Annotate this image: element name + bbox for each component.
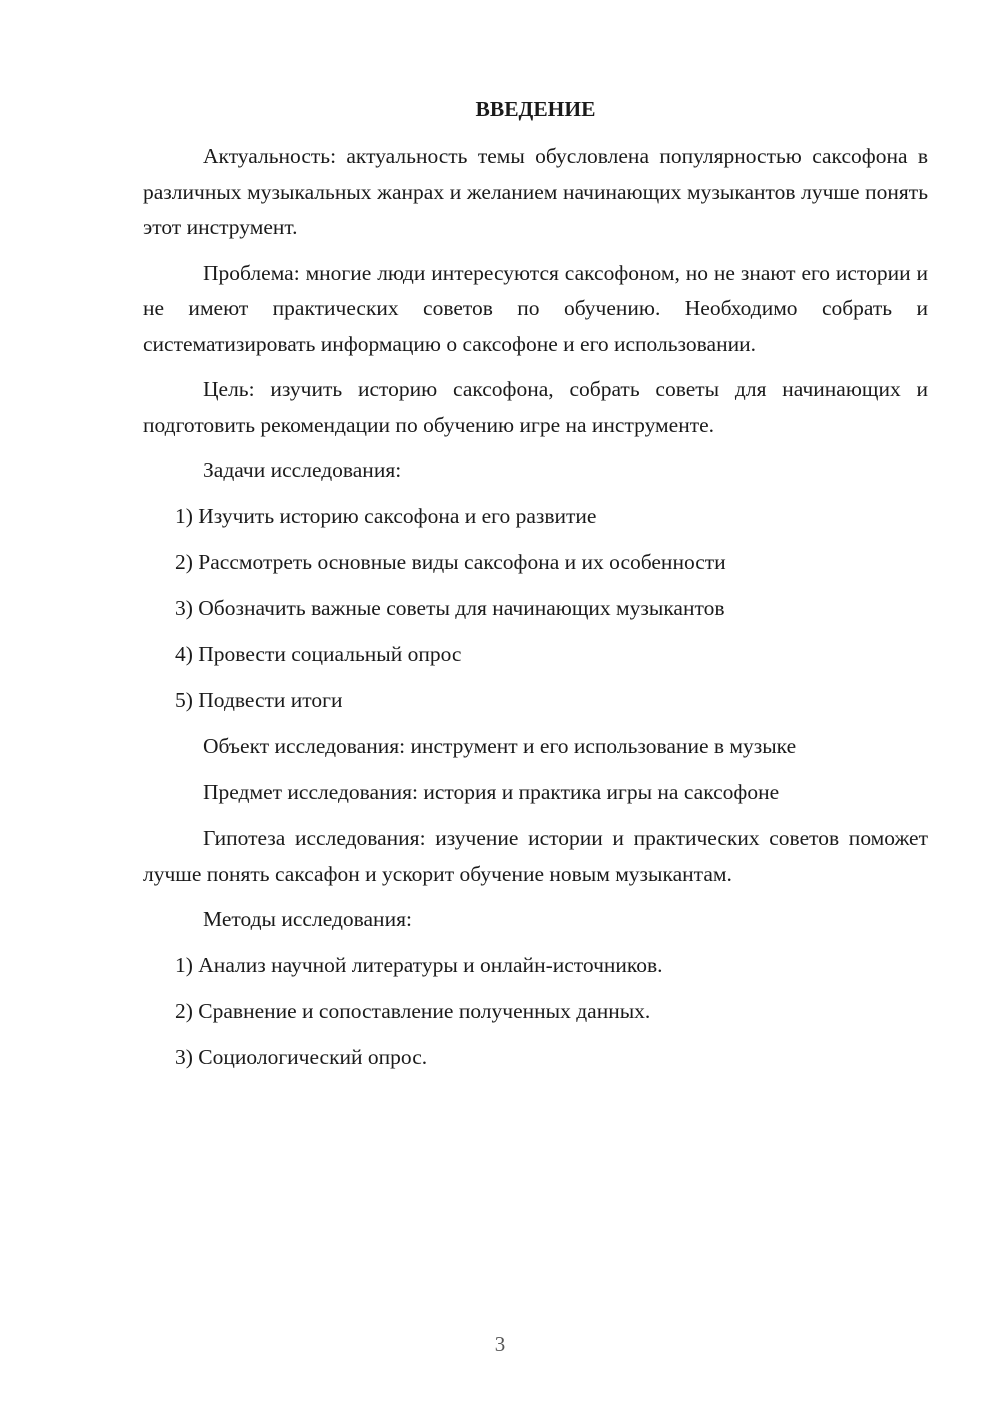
- relevance-paragraph: Актуальность: актуальность темы обусловлена популярностью саксофона в различных музыкальных жанрах и желанием начинающих музыкантов лучше понять этот инструмент.: [143, 144, 928, 239]
- task-item: 5) Подвести итоги: [175, 688, 343, 712]
- task-item: 1) Изучить историю саксофона и его развитие: [175, 504, 597, 528]
- research-subject: Предмет исследования: история и практика игры на саксофоне: [203, 780, 780, 804]
- methods-heading: Методы исследования:: [203, 907, 412, 931]
- tasks-heading: Задачи исследования:: [203, 458, 402, 482]
- research-object: Объект исследования: инструмент и его использование в музыке: [203, 734, 797, 758]
- task-item: 3) Обозначить важные советы для начинающих музыкантов: [175, 596, 725, 620]
- task-item: 2) Рассмотреть основные виды саксофона и их особенности: [175, 550, 726, 574]
- hypothesis-paragraph: Гипотеза исследования: изучение истории и практических советов поможет лучше понять саксафон и ускорит обучение новым музыкантам.: [143, 826, 928, 886]
- method-item: 1) Анализ научной литературы и онлайн-источников.: [175, 953, 663, 977]
- task-item: 4) Провести социальный опрос: [175, 642, 462, 666]
- goal-paragraph: Цель: изучить историю саксофона, собрать советы для начинающих и подготовить рекомендации по обучению игре на инструменте.: [143, 377, 928, 437]
- document-page: [143, 92, 928, 1086]
- page-number: 3: [494, 1332, 506, 1356]
- method-item: 2) Сравнение и сопоставление полученных данных.: [175, 999, 651, 1023]
- problem-paragraph: Проблема: многие люди интересуются саксофоном, но не знают его истории и не имеют практических советов по обучению. Необходимо собрать и систематизировать информацию о саксофоне и его использовании.: [143, 260, 928, 356]
- page-title: ВВЕДЕНИЕ: [475, 97, 596, 121]
- method-item: 3) Социологический опрос.: [175, 1045, 428, 1069]
